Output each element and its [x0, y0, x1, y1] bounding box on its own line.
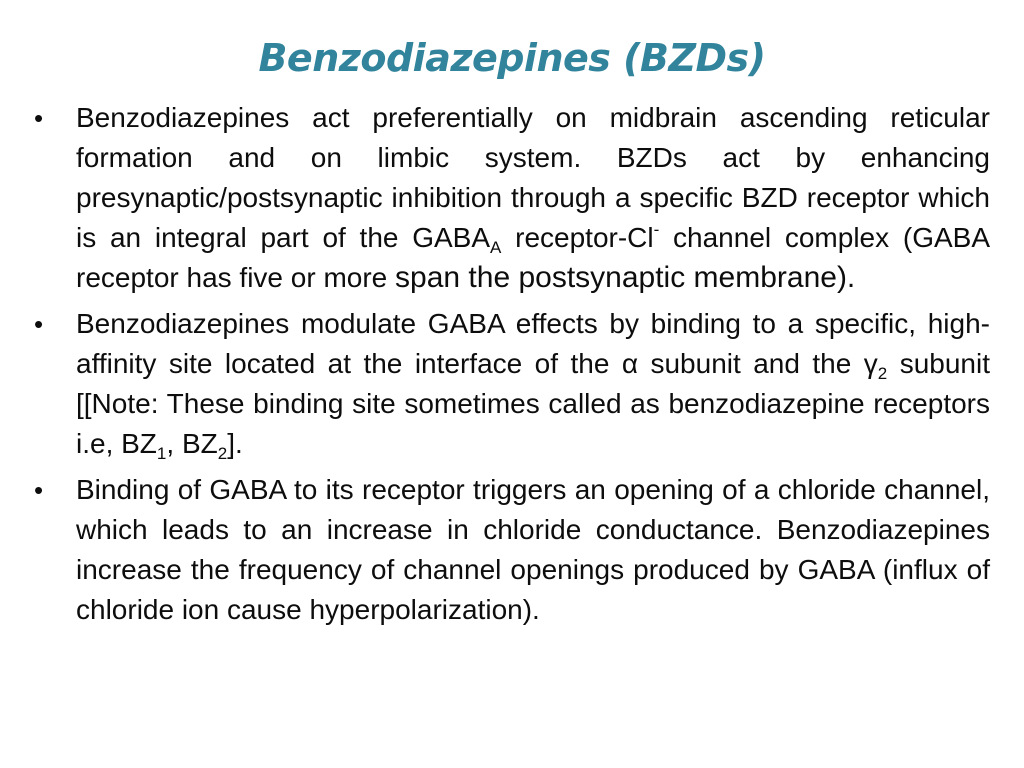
text-segment: Benzodiazepines act preferentially on midbrain ascending reticular formation and on limbic system. BZDs act by enhancing presynaptic/postsynaptic inhibition through a specific BZD receptor which is an integral part of the GABA	[76, 102, 990, 253]
superscript: -	[653, 220, 660, 239]
text-segment-large: span the postsynaptic membrane).	[395, 261, 856, 294]
bullet-dot-icon: •	[34, 309, 44, 339]
text-segment: , BZ	[166, 428, 218, 459]
bullet-item-3	[34, 470, 990, 630]
subscript: 1	[156, 444, 167, 463]
bullet-text	[76, 308, 990, 463]
subscript: 2	[217, 444, 228, 463]
bullet-item-1	[34, 98, 990, 298]
text-segment: Benzodiazepines modulate GABA effects by binding to a specific, high-affinity site located at the interface of the α subunit and the γ	[76, 308, 990, 379]
bullet-dot-icon: •	[34, 103, 44, 133]
bullet-text	[76, 102, 990, 293]
bullet-list	[34, 98, 990, 636]
bullet-text	[76, 474, 990, 625]
bullet-item-2	[34, 304, 990, 464]
slide-title: Benzodiazepines (BZDs)	[258, 36, 766, 80]
text-segment: channel complex (GABA receptor has five or more	[76, 222, 990, 293]
subscript: A	[490, 238, 502, 257]
text-segment: subunit [[Note: These binding site sometimes called as benzodiazepine receptors i.e, BZ	[76, 348, 990, 459]
text-segment: Binding of GABA to its receptor triggers an opening of a chloride channel, which leads to an increase in chloride conductance. Benzodiazepines increase the frequency of channel openings produced by GABA (influx of chloride ion cause hyperpolarization).	[76, 474, 990, 625]
text-segment: receptor-Cl	[501, 222, 654, 253]
bullet-dot-icon: •	[34, 475, 44, 505]
subscript: 2	[877, 364, 888, 383]
text-segment: ].	[227, 428, 243, 459]
